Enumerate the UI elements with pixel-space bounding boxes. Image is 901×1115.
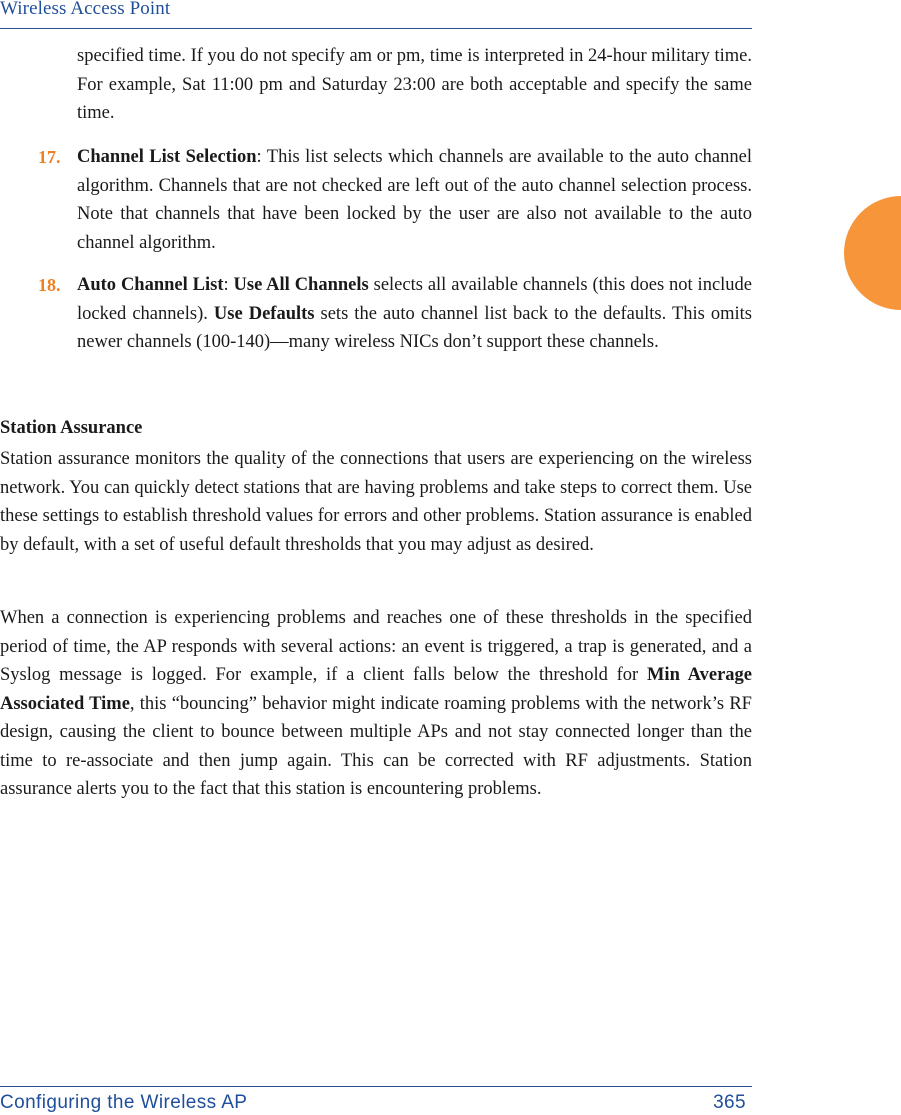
section-heading: Station Assurance (0, 418, 143, 438)
running-footer (0, 1086, 752, 1115)
list-item-number: 18. (38, 275, 61, 295)
footer-chapter-title: Configuring the Wireless AP (0, 1092, 248, 1113)
footer-page-number: 365 (713, 1092, 746, 1113)
list-item-number: 17. (38, 147, 61, 167)
term-use-all-channels: Use All Channels (233, 275, 369, 295)
list-item-text: Channel List Selection: This list selects which channels are available to the auto channel algorithm. Channels that are not checked are left out of the auto channel selection process. Note that channels that have been locked by the user are also not available to the auto channel algorithm. (77, 147, 752, 253)
section-paragraph-1: Station assurance monitors the quality of the connections that users are experiencing on the wireless network. You can quickly detect stations that are having problems and take steps to correct them. Use these settings to establish threshold values for errors and other problems. Station assurance is enabled by default, with a set of useful default thresholds that you may adjust as desired. (0, 449, 752, 555)
intro-continuation: specified time. If you do not specify am or pm, time is interpreted in 24-hour military time. For example, Sat 11:00 pm and Saturday 23:00 are both acceptable and specify the same time. (77, 46, 752, 123)
term-channel-list-selection: Channel List Selection (77, 147, 257, 167)
chapter-tab-marker (844, 196, 901, 310)
term-auto-channel-list: Auto Channel List (77, 275, 224, 295)
running-header (0, 0, 752, 29)
section-paragraph-2: When a connection is experiencing problems and reaches one of these thresholds in the specified period of time, the AP responds with several actions: an event is triggered, a trap is generated, and a Syslog message is logged. For example, if a client falls below the threshold for Min Average Associated Time, this “bouncing” behavior might indicate roaming problems with the network’s RF design, causing the client to bounce between multiple APs and not stay connected longer than the time to re-associate and then jump again. This can be corrected with RF adjustments. Station assurance alerts you to the fact that this station is encountering problems. (0, 608, 752, 799)
term-min-average-associated-time: Min Average Associated Time (0, 665, 752, 714)
header-title: Wireless Access Point (0, 0, 171, 19)
term-use-defaults: Use Defaults (213, 303, 315, 324)
list-item-text: Auto Channel List: Use All Channels selects all available channels (this does not include locked channels). Use Defaults sets the auto channel list back to the defaults. This omits newer channels (100-140)—many wireless NICs don’t support these channels. (77, 275, 753, 352)
